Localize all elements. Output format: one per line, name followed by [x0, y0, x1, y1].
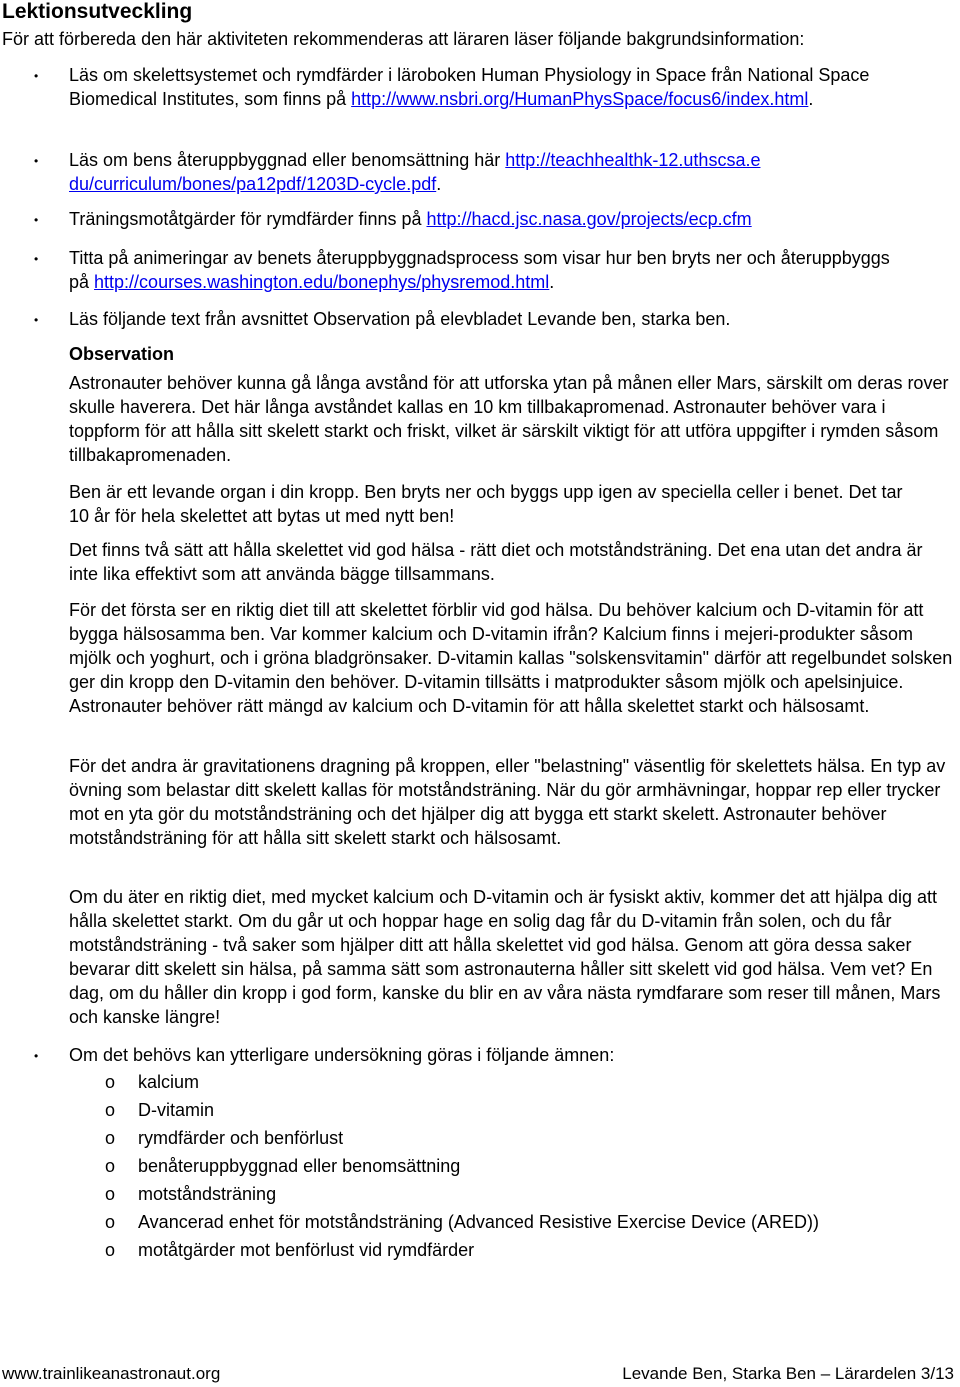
bullet-marker: • — [34, 154, 39, 168]
bullet-suffix: . — [808, 89, 814, 109]
link-nsbri[interactable]: http://www.nsbri.org/HumanPhysSpace/focus6/index.html — [351, 89, 809, 109]
bullet-suffix: . — [549, 272, 555, 292]
observation-heading: Observation — [69, 344, 175, 364]
link-nasa-ecp[interactable]: http://hacd.jsc.nasa.gov/projects/ecp.cfm — [426, 209, 752, 229]
bullet-marker: • — [34, 313, 39, 327]
topic-item: motåtgärder mot benförlust vid rymdfärder — [138, 1240, 475, 1260]
bullet-marker: • — [34, 213, 39, 227]
bullet-text: Titta på animeringar av benets återuppbyggnadsprocess som visar hur ben bryts ner och återuppbyggs på — [69, 248, 890, 292]
observation-paragraph: Ben är ett levande organ i din kropp. Ben bryts ner och byggs upp igen av speciella celler i benet. Det tar 10 år för hela skelettet att bytas ut med nytt ben! — [69, 482, 903, 526]
bullet-suffix: . — [436, 174, 442, 194]
sub-bullet-marker: o — [105, 1212, 116, 1232]
observation-paragraph: Det finns två sätt att hålla skelettet vid god hälsa - rätt diet och motståndsträning. Det ena utan det andra är inte lika effektivt som att använda bägge tillsammans. — [69, 540, 923, 584]
sub-bullet-marker: o — [105, 1184, 116, 1204]
sub-bullet-marker: o — [105, 1156, 116, 1176]
topic-item: benåteruppbyggnad eller benomsättning — [138, 1156, 461, 1176]
further-topics-intro: Om det behövs kan ytterligare undersökning göras i följande ämnen: — [69, 1045, 615, 1065]
observation-paragraph: Om du äter en riktig diet, med mycket kalcium och D-vitamin och är fysiskt aktiv, kommer det att hjälpa dig att hålla skelettet starkt. Om du går ut och hoppar hage en solig dag får du D-vitamin från solen, och du får motståndsträning - två saker som hjälper ditt att hålla skelettet vid god hälsa. Genom att göra dessa saker bevarar ditt skelett sin hälsa, på samma sätt som astronauterna håller sitt skelett vid god hälsa. Vem vet? En dag, om du håller din kropp i god form, kanske du blir en av våra nästa rymdfarare som reser till månen, Mars och kanske längre! — [69, 887, 941, 1027]
sub-bullet-marker: o — [105, 1100, 116, 1120]
bullet-item-3 — [69, 207, 953, 231]
sub-bullet-marker: o — [105, 1072, 116, 1092]
footer-page-info: Levande Ben, Starka Ben – Lärardelen 3/13 — [622, 1364, 954, 1383]
bullet-text: Träningsmotåtgärder för rymdfärder finns på — [69, 209, 427, 229]
bullet-marker: • — [34, 252, 39, 266]
bullet-item-2 — [69, 148, 769, 196]
bullet-text: Läs om bens återuppbyggnad eller benomsättning här — [69, 150, 506, 170]
bullet-marker: • — [34, 1049, 39, 1063]
sub-bullet-marker: o — [105, 1128, 116, 1148]
bullet-text: Läs om skelettsystemet och rymdfärder i läroboken Human Physiology in Space från National Space Biomedical Institutes, som finns på — [69, 65, 870, 109]
bullet-item-4 — [69, 246, 909, 294]
topic-item: motståndsträning — [138, 1184, 277, 1204]
topic-item: kalcium — [138, 1072, 200, 1092]
page-title: Lektionsutveckling — [2, 0, 193, 23]
bullet-item-5: Läs följande text från avsnittet Observation på elevbladet Levande ben, starka ben. — [69, 309, 731, 329]
link-teachhealth[interactable]: http://teachhealthk-12.uthscsa.edu/curriculum/bones/pa12pdf/1203D-cycle.pdf — [69, 150, 761, 194]
sub-bullet-marker: o — [105, 1240, 116, 1260]
observation-paragraph: För det första ser en riktig diet till att skelettet förblir vid god hälsa. Du behöver kalcium och D-vitamin för att bygga hälsosamma ben. Var kommer kalcium och D-vitamin ifrån? Kalcium finns i mejeri-produkter såsom mjölk och yoghurt, och i gröna bladgrönsaker. D-vitamin kallas "solskensvitamin" därför att regelbundet solsken ger din kropp den D-vitamin den behöver. D-vitamin tillsätts i matprodukter såsom mjölk och apelsinjuice. Astronauter behöver rätt mängd av kalcium och D-vitamin för att hålla skelettet starkt och hälsosamt. — [69, 600, 953, 716]
intro-text: För att förbereda den här aktiviteten rekommenderas att läraren läser följande bakgrundsinformation: — [2, 29, 805, 49]
footer-website: www.trainlikeanastronaut.org — [2, 1364, 221, 1383]
topic-item: Avancerad enhet för motståndsträning (Advanced Resistive Exercise Device (ARED)) — [138, 1212, 819, 1232]
bullet-item-1 — [69, 63, 949, 111]
bullet-marker: • — [34, 69, 39, 83]
link-washington[interactable]: http://courses.washington.edu/bonephys/physremod.html — [94, 272, 550, 292]
topic-item: D-vitamin — [138, 1100, 215, 1120]
observation-paragraph: Astronauter behöver kunna gå långa avstånd för att utforska ytan på månen eller Mars, särskilt om deras rover skulle haverera. Det här långa avståndet kallas en 10 km tillbakapromenad. Astronauter behöver vara i toppform för att hålla sitt skelett starkt och friskt, vilket är särskilt viktigt för att utföra uppgifter i rymden såsom tillbakapromenaden. — [69, 373, 949, 465]
observation-paragraph: För det andra är gravitationens dragning på kroppen, eller "belastning" väsentlig för skelettets hälsa. En typ av övning som belastar ditt skelett kallas för motståndsträning. När du gör armhävningar, hoppar rep eller trycker mot en yta gör du motståndsträning och det hjälper dig att bygga ett starkt skelett. Astronauter behöver motståndsträning för att hålla sitt skelett starkt och hälsosamt. — [69, 756, 946, 848]
topic-item: rymdfärder och benförlust — [138, 1128, 344, 1148]
